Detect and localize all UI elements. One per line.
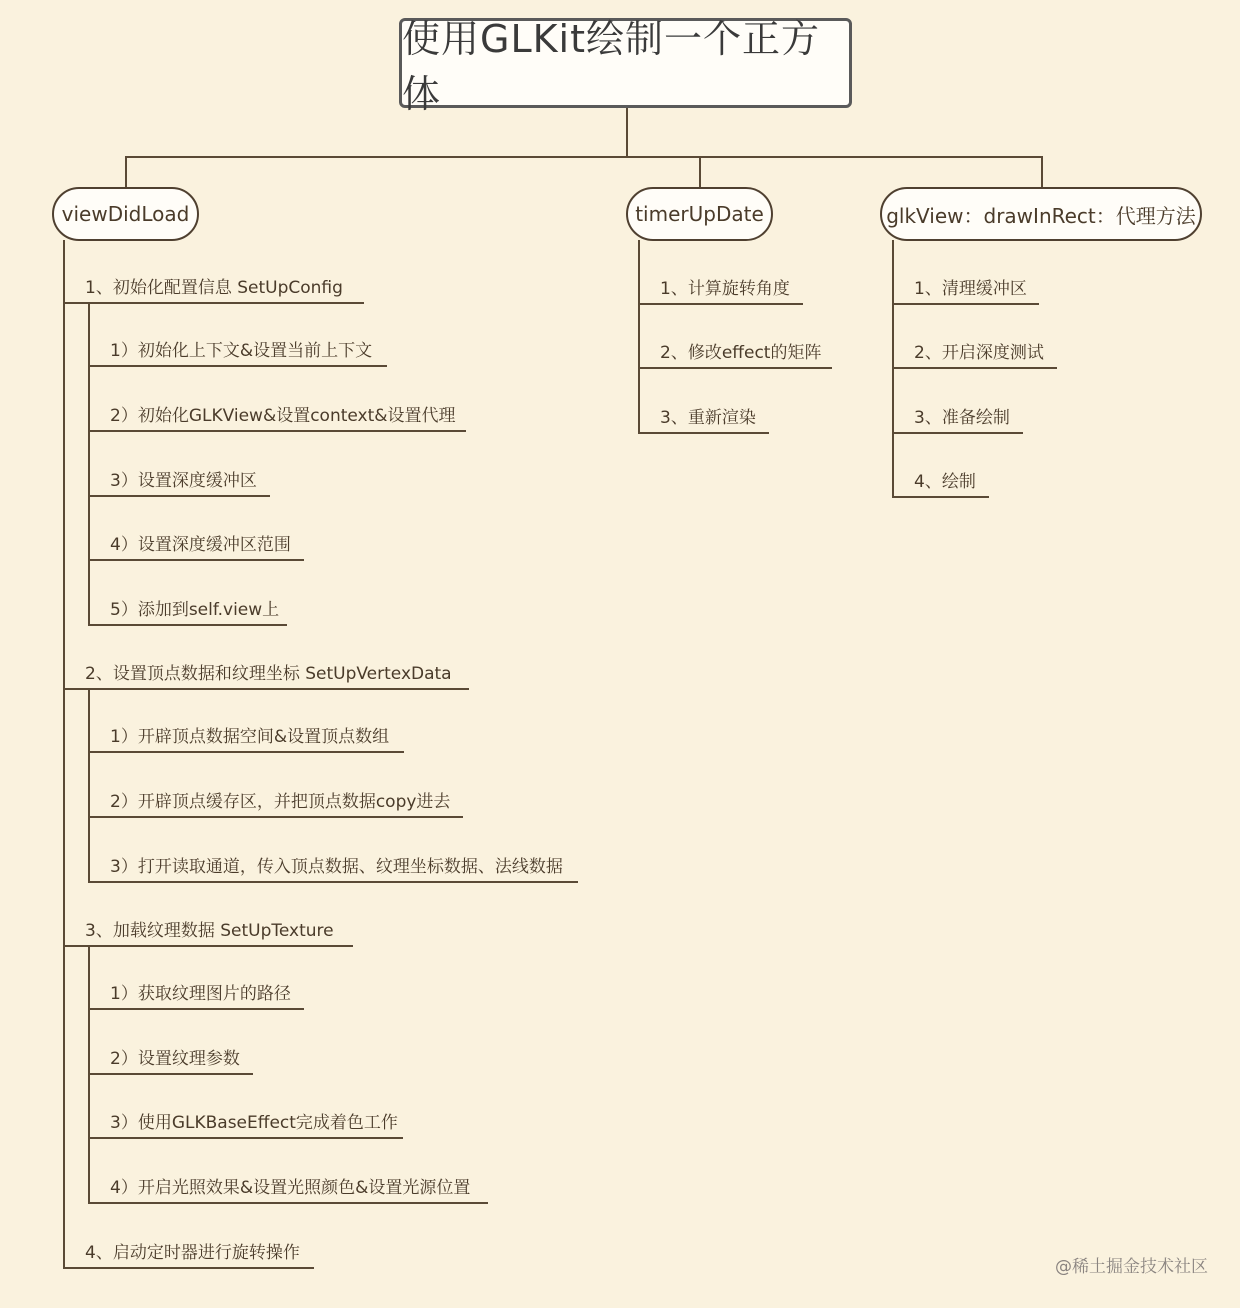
diagram-title: 使用GLKit绘制一个正方体 <box>399 18 852 108</box>
branch-drop-timerupdate <box>699 156 701 187</box>
step-setupvertexdata-3: 3）打开读取通道，传入顶点数据、纹理坐标数据、法线数据 <box>88 847 578 883</box>
branch-drop-viewdidload <box>125 156 127 187</box>
step-setupvertexdata-2: 2）开辟顶点缓存区，并把顶点数据copy进去 <box>88 782 463 818</box>
branch-viewdidload: viewDidLoad <box>52 187 199 241</box>
step-setupconfig-1: 1）初始化上下文&设置当前上下文 <box>88 331 387 367</box>
branch-drop-drawinrect <box>1041 156 1043 187</box>
viewdidload-spine <box>63 240 65 1269</box>
step-setupconfig-4: 4）设置深度缓冲区范围 <box>88 525 304 561</box>
section-start-timer: 4、启动定时器进行旋转操作 <box>63 1233 314 1269</box>
branch-timerupdate: timerUpDate <box>626 187 773 241</box>
step-setupconfig-2: 2）初始化GLKView&设置context&设置代理 <box>88 396 466 432</box>
branch-bus-connector <box>125 156 1043 158</box>
step-setuptexture-2: 2）设置纹理参数 <box>88 1039 253 1075</box>
drawinrect-item-4: 4、绘制 <box>892 462 989 498</box>
drawinrect-item-3: 3、准备绘制 <box>892 398 1023 434</box>
step-setupconfig-3: 3）设置深度缓冲区 <box>88 461 270 497</box>
step-setuptexture-3: 3）使用GLKBaseEffect完成着色工作 <box>88 1103 403 1139</box>
step-setupconfig-5: 5）添加到self.view上 <box>88 590 287 626</box>
drawinrect-item-2: 2、开启深度测试 <box>892 333 1057 369</box>
timerupdate-item-1: 1、计算旋转角度 <box>638 269 803 305</box>
branch-drawinrect: glkView：drawInRect：代理方法 <box>880 187 1202 241</box>
section-setupconfig: 1、初始化配置信息 SetUpConfig <box>63 268 364 304</box>
step-setupvertexdata-1: 1）开辟顶点数据空间&设置顶点数组 <box>88 717 404 753</box>
step-setuptexture-1: 1）获取纹理图片的路径 <box>88 974 304 1010</box>
section-setuptexture: 3、加载纹理数据 SetUpTexture <box>63 911 353 947</box>
section-setupvertexdata: 2、设置顶点数据和纹理坐标 SetUpVertexData <box>63 654 469 690</box>
drawinrect-item-1: 1、清理缓冲区 <box>892 269 1039 305</box>
watermark-text: @稀土掘金技术社区 <box>1055 1257 1208 1277</box>
step-setuptexture-4: 4）开启光照效果&设置光照颜色&设置光源位置 <box>88 1168 488 1204</box>
timerupdate-item-2: 2、修改effect的矩阵 <box>638 333 832 369</box>
timerupdate-item-3: 3、重新渲染 <box>638 398 769 434</box>
